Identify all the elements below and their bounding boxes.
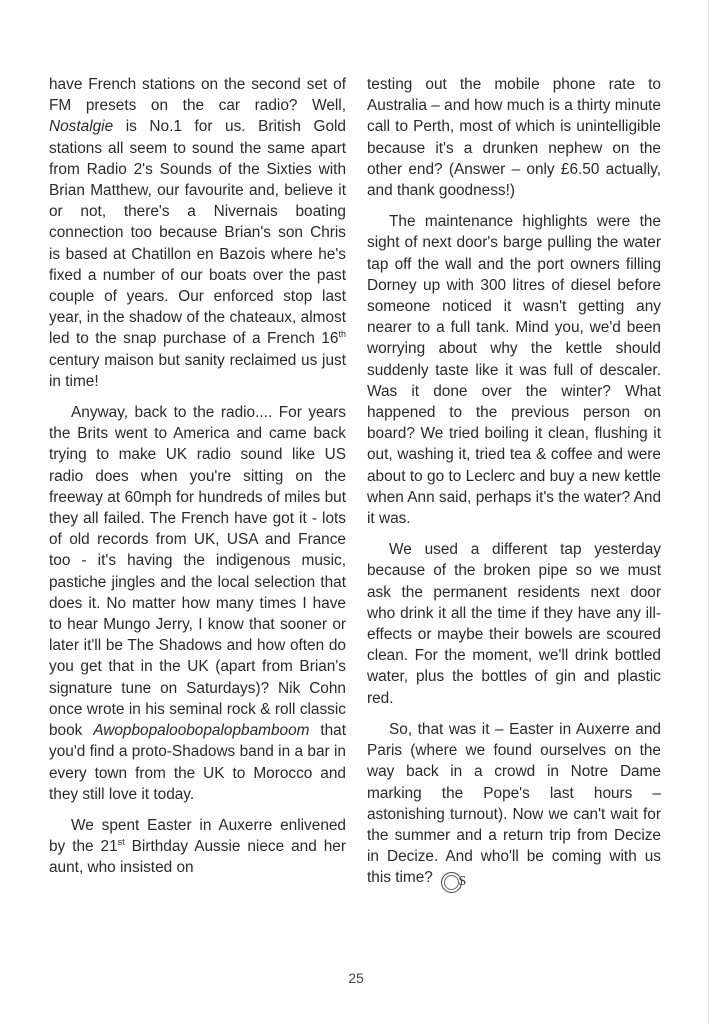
text-run: We spent Easter in Auxerre enlivened by the 21 — [49, 816, 346, 856]
paragraph: We used a different tap yesterday because of the broken pipe so we must ask the permanent residents next door who drink it all the time if they have any ill-effects or maybe their bowels are scoured clean. For the moment, we'll drink bottled water, plus the bottles of gin and plastic red. — [367, 541, 661, 707]
left-column — [49, 74, 346, 889]
page-number: 25 — [348, 970, 364, 986]
paragraph: The maintenance highlights were the sight of next door's barge pulling the water tap off the wall and the port owners filling Dorney up with 300 litres of diesel before someone noticed it wasn't getting any nearer to a full tank. Mind you, we'd been worrying about why the kettle should suddenly taste like it was full of descaler. Was it done over the winter? What happened to the previous person on board? We tried boiling it clean, flushing it out, washing it, tried tea & coffee and were about to go to Leclerc and buy a new kettle when Ann said, perhaps it's the water? And it was. — [367, 213, 661, 528]
end-of-article-mark-icon: S — [441, 872, 462, 893]
text-run: Anyway, back to the radio.... For years the Brits went to America and came back trying to make UK radio sound like US radio does when you're sitting on the freeway at 60mph for hundreds of miles but they all failed. The French have got it - lots of old records from UK, USA and France too - it's having the indigenous music, pastiche jingles and the local selection that does it. No matter how many times I have to hear Mungo Jerry, I know that sooner or later it'll be The Shadows and how often do you get that in the UK (apart from Brian's signature tune on Saturdays)? Nik Cohn once wrote in his seminal rock & roll classic book — [49, 404, 346, 740]
right-column — [367, 74, 661, 903]
text-run: So, that was it – Easter in Auxerre and Paris (where we found ourselves on the way back in a crowd in Notre Dame marking the Pope's last hours – astonishing turnout). Now we can't wait for the summer and a return trip from Decize in Decize. And who'll be coming with us this time? — [367, 720, 661, 887]
text-run: have French stations on the second set of FM presets on the car radio? Well, — [49, 76, 346, 115]
superscript: th — [338, 329, 346, 340]
paragraph — [367, 719, 661, 893]
text-run: that you'd find a proto-Shadows band in a bar in every town from the UK to Morocco and they still love it today. — [49, 722, 347, 803]
paragraph — [49, 815, 346, 879]
text-run: Birthday Aussie niece and her aunt, who insisted on — [49, 838, 346, 877]
text-run: century maison but sanity reclaimed us just in time! — [49, 351, 346, 390]
paragraph — [49, 402, 346, 805]
paragraph — [49, 74, 346, 392]
page-edge-divider — [708, 0, 709, 1024]
superscript: st — [117, 837, 125, 848]
italic-title: Awopbopaloobopalopbamboom — [93, 722, 310, 740]
paragraph: testing out the mobile phone rate to Australia – and how much is a thirty minute call to Perth, most of which is unintelligible because it's a drunken nephew on the other end? (Answer – only £6.50 actually, and thank goodness!) — [367, 76, 661, 200]
italic-title: Nostalgie — [49, 118, 114, 136]
text-run: is No.1 for us. British Gold stations all seem to sound the same apart from Radio 2's Sounds of the Sixties with Brian Matthew, our favourite and, believe it or not, there's a Nivernais boating connection too because Brian's son Chris is based at Chatillon en Bazois where he's fixed a number of our boats over the past couple of years. Our enforced stop last year, in the shadow of the chateaux, almost led to the snap purchase of a French 16 — [49, 118, 346, 348]
